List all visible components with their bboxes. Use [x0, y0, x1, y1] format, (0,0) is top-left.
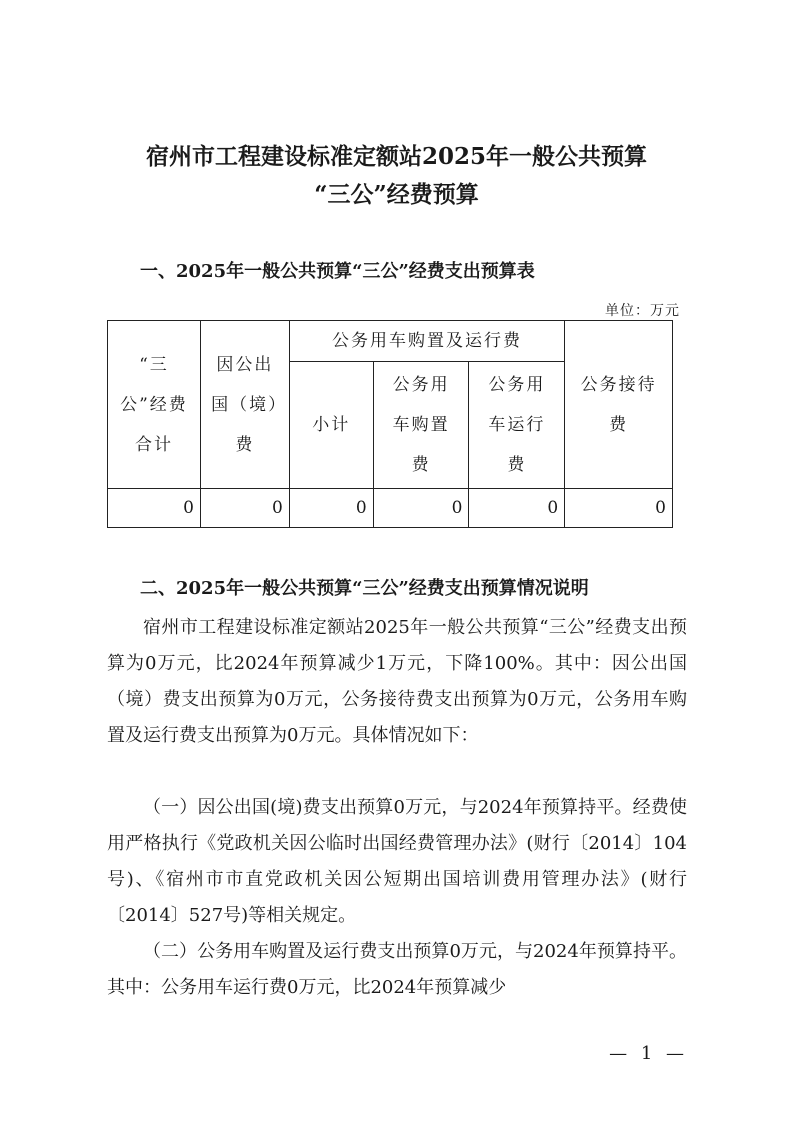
document-title-line2: “三公”经费预算 — [314, 181, 479, 208]
value-operation: 0 — [469, 489, 565, 528]
header-vehicle-group: 公务用车购置及运行费 — [289, 321, 564, 362]
page-number: — 1 — — [609, 1043, 688, 1064]
value-purchase: 0 — [373, 489, 469, 528]
value-abroad: 0 — [200, 489, 289, 528]
header-operation: 公务用车运行费 — [469, 362, 565, 489]
document-title-line1: 宿州市工程建设标准定额站2025年一般公共预算 — [145, 143, 647, 170]
header-abroad: 因公出国（境）费 — [200, 321, 289, 489]
header-purchase: 公务用车购置费 — [373, 362, 469, 489]
header-subtotal: 小计 — [289, 362, 373, 489]
value-subtotal: 0 — [289, 489, 373, 528]
table-row — [108, 489, 673, 528]
value-reception: 0 — [565, 489, 673, 528]
section1-heading: 一、2025年一般公共预算“三公”经费支出预算表 — [140, 261, 535, 282]
paragraph-summary: 宿州市工程建设标准定额站2025年一般公共预算“三公”经费支出预算为0万元，比2024年预算减少1万元，下降100%。其中：因公出国（境）费支出预算为0万元，公务接待费支出预算为0万元，公务用车购置及运行费支出预算为0万元。具体情况如下： — [107, 617, 687, 746]
paragraph-vehicle: （二）公务用车购置及运行费支出预算0万元，与2024年预算持平。其中：公务用车运行费0万元，比2024年预算减少 — [107, 941, 687, 998]
value-total: 0 — [108, 489, 201, 528]
budget-table — [107, 320, 673, 528]
unit-label: 单位：万元 — [605, 303, 680, 319]
section2-heading: 二、2025年一般公共预算“三公”经费支出预算情况说明 — [140, 578, 589, 599]
header-total: “三公”经费合计 — [108, 321, 201, 489]
paragraph-abroad: （一）因公出国(境)费支出预算0万元，与2024年预算持平。经费使用严格执行《党政机关因公临时出国经费管理办法》(财行〔2014〕104号)、《宿州市市直党政机关因公短期出国培训费用管理办法》(财行〔2014〕527号)等相关规定。 — [107, 797, 687, 926]
header-reception: 公务接待费 — [565, 321, 673, 489]
